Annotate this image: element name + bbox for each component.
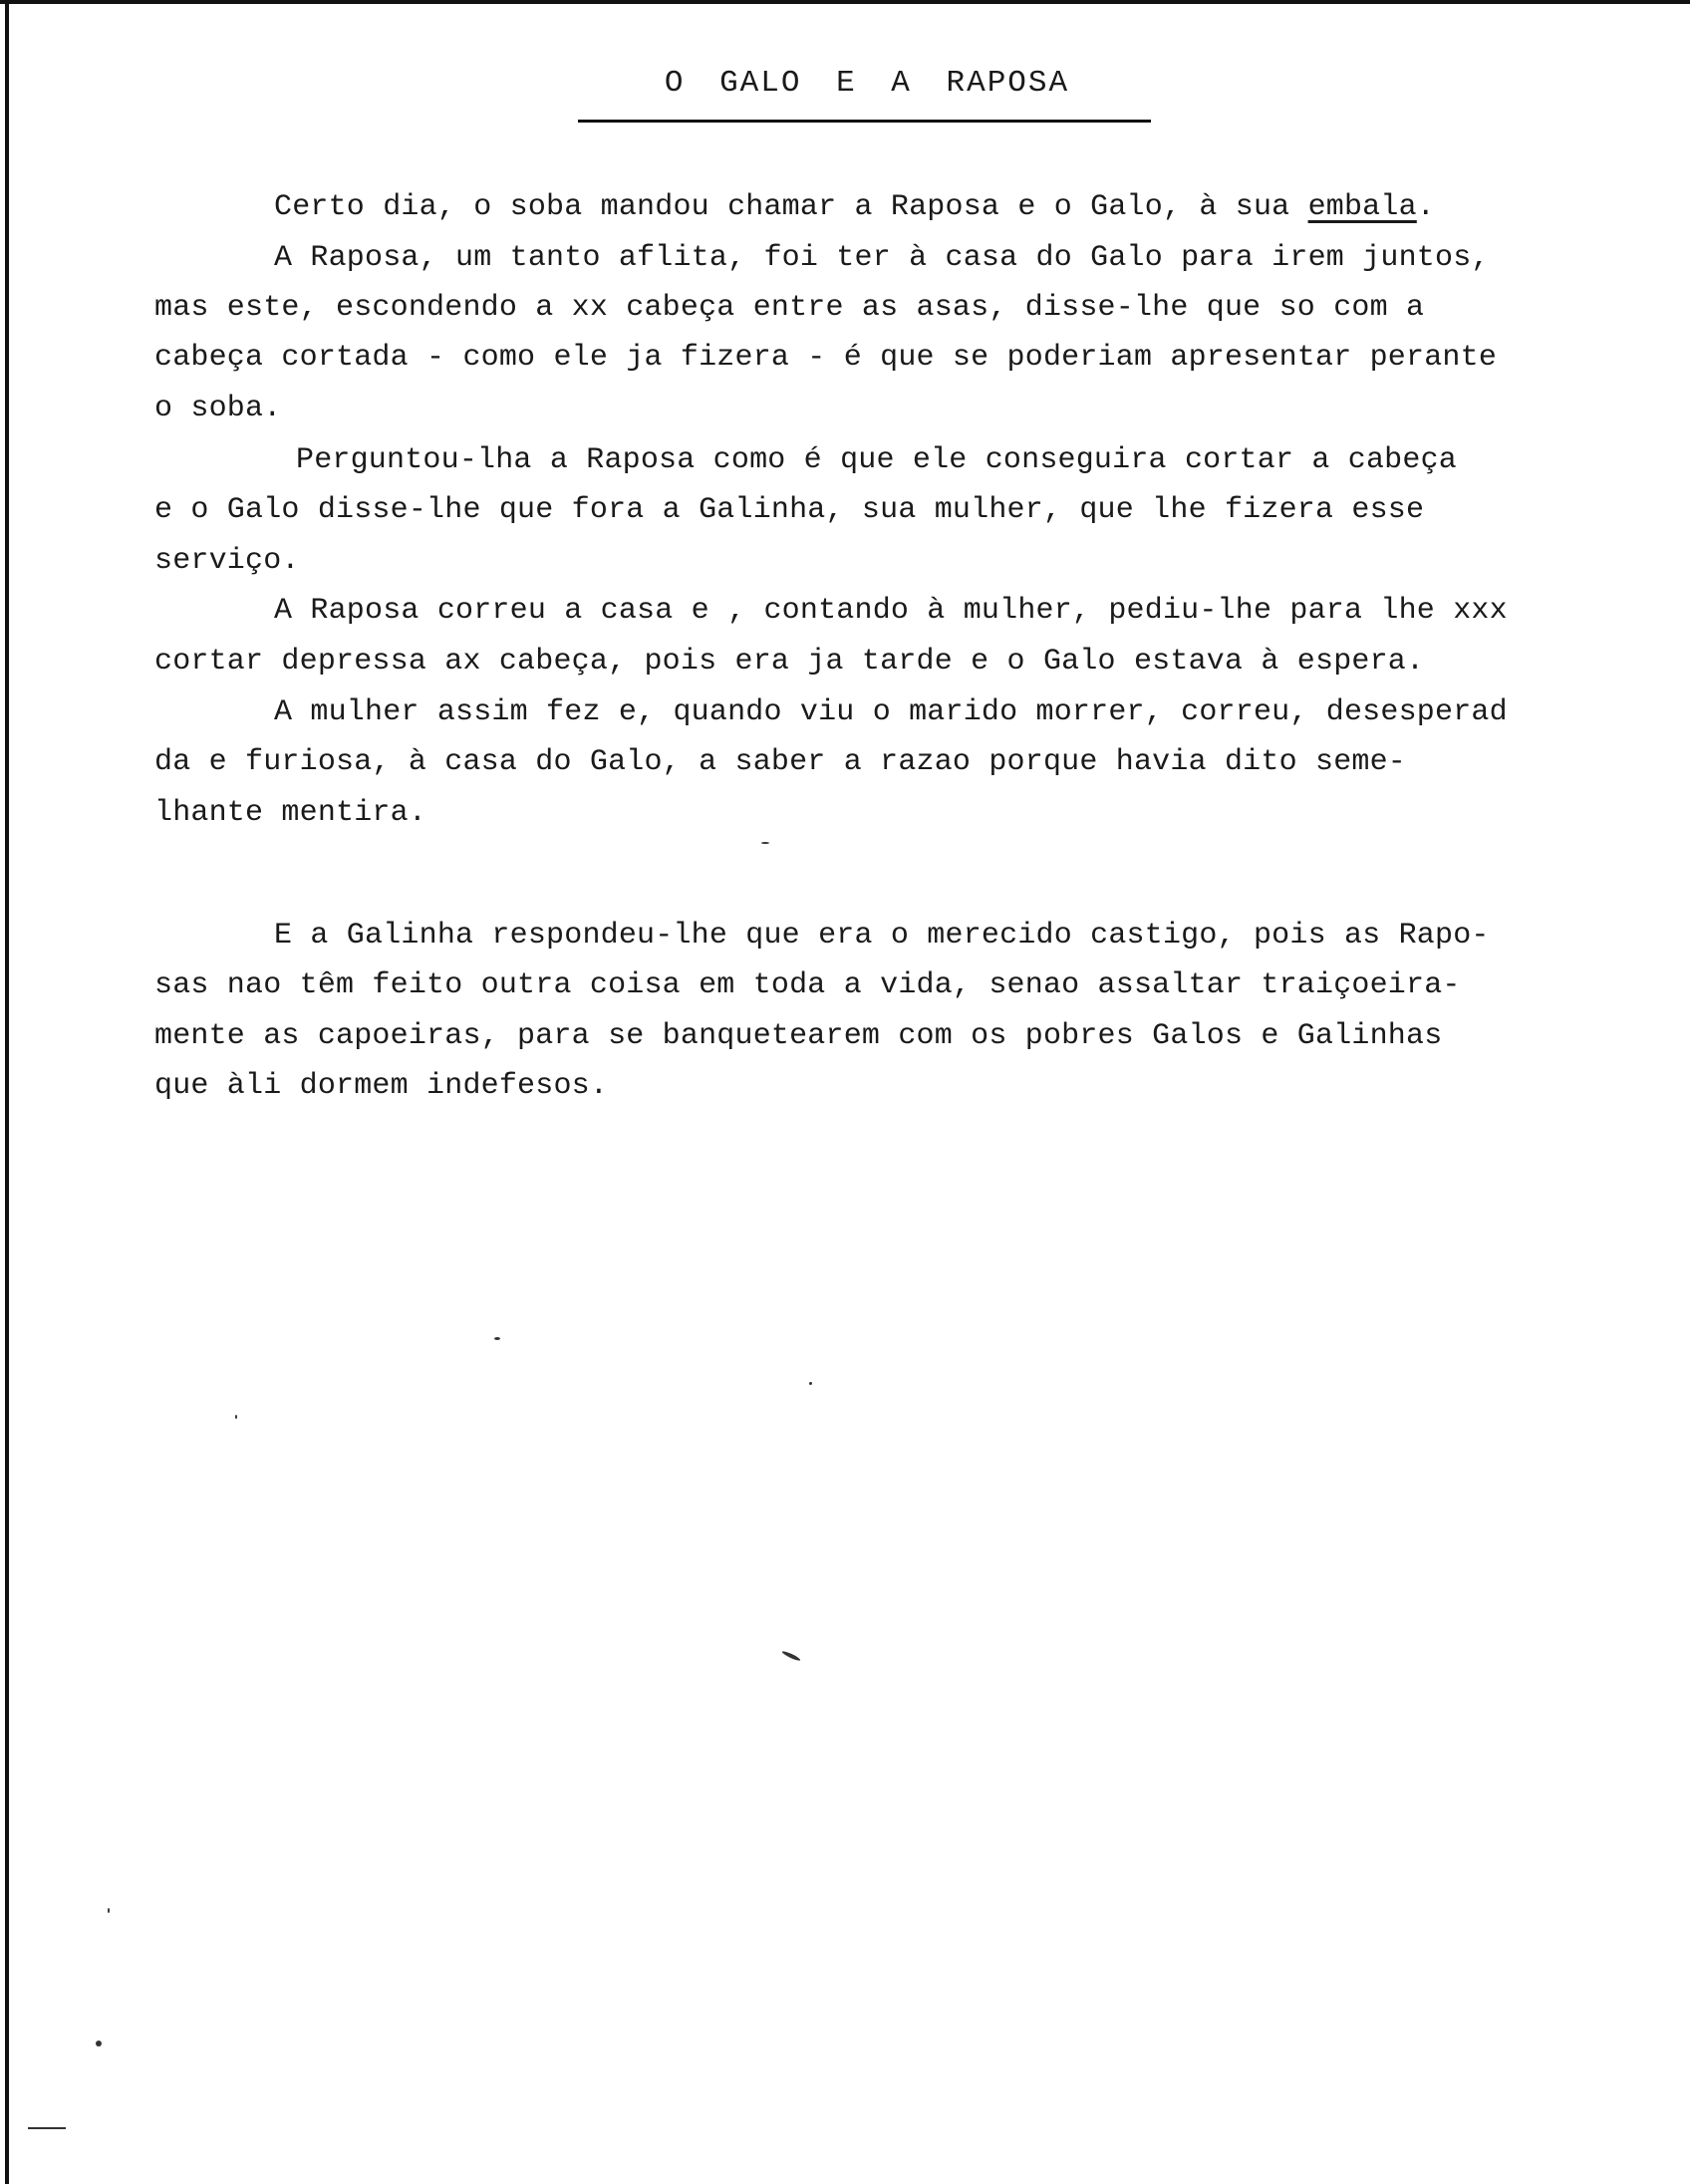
text-line-13: lhante mentira. bbox=[154, 796, 427, 830]
scan-speck bbox=[761, 842, 769, 844]
scan-speck bbox=[809, 1382, 812, 1385]
text-line-16: mente as capoeiras, para se banquetearem com os pobres Galos e Galinhas bbox=[154, 1019, 1443, 1053]
text-line-3: mas este, escondendo a xx cabeça entre as asas, disse-lhe que so com a bbox=[154, 291, 1425, 325]
text-line-14: E a Galinha respondeu-lhe que era o merecido castigo, pois as Rapo- bbox=[274, 919, 1490, 953]
text-line-4: cabeça cortada - como ele ja fizera - é que se poderiam apresentar perante bbox=[154, 341, 1498, 375]
text-line-7: e o Galo disse-lhe que fora a Galinha, sua mulher, que lhe fizera esse bbox=[154, 493, 1425, 527]
text-line-5: o soba. bbox=[154, 392, 282, 425]
text-line-17: que àli dormem indefesos. bbox=[154, 1069, 609, 1103]
page-border-top bbox=[0, 0, 1690, 4]
page-border-left bbox=[5, 0, 9, 2184]
text-line-6: Perguntou-lha a Raposa como é que ele conseguira cortar a cabeça bbox=[296, 443, 1457, 477]
text-line-8: serviço. bbox=[154, 544, 300, 578]
text-line-1 bbox=[274, 189, 1435, 225]
text-line-10: cortar depressa ax cabeça, pois era ja tarde e o Galo estava à espera. bbox=[154, 645, 1425, 679]
scan-speck bbox=[494, 1337, 500, 1340]
text-line-1-post: . bbox=[1416, 190, 1435, 224]
scan-speck bbox=[781, 1650, 801, 1662]
text-line-9: A Raposa correu a casa e , contando à mulher, pediu-lhe para lhe xxx bbox=[274, 594, 1508, 628]
text-line-12: da e furiosa, à casa do Galo, a saber a razao porque havia dito seme- bbox=[154, 745, 1407, 779]
scan-speck bbox=[96, 2041, 102, 2047]
text-line-1-pre: Certo dia, o soba mandou chamar a Raposa e o Galo, à sua bbox=[274, 190, 1308, 224]
scan-speck bbox=[235, 1415, 237, 1419]
scan-speck bbox=[108, 1908, 110, 1913]
page-title: O GALO E A RAPOSA bbox=[664, 66, 1070, 101]
underlined-word: embala bbox=[1307, 190, 1417, 224]
text-line-2: A Raposa, um tanto aflita, foi ter à casa do Galo para irem juntos, bbox=[274, 241, 1490, 275]
text-line-15: sas nao têm feito outra coisa em toda a vida, senao assaltar traiçoeira- bbox=[154, 968, 1461, 1002]
title-underline bbox=[578, 120, 1151, 123]
text-line-11: A mulher assim fez e, quando viu o marido morrer, correu, desesperad bbox=[274, 695, 1508, 729]
scan-speck bbox=[28, 2127, 66, 2129]
